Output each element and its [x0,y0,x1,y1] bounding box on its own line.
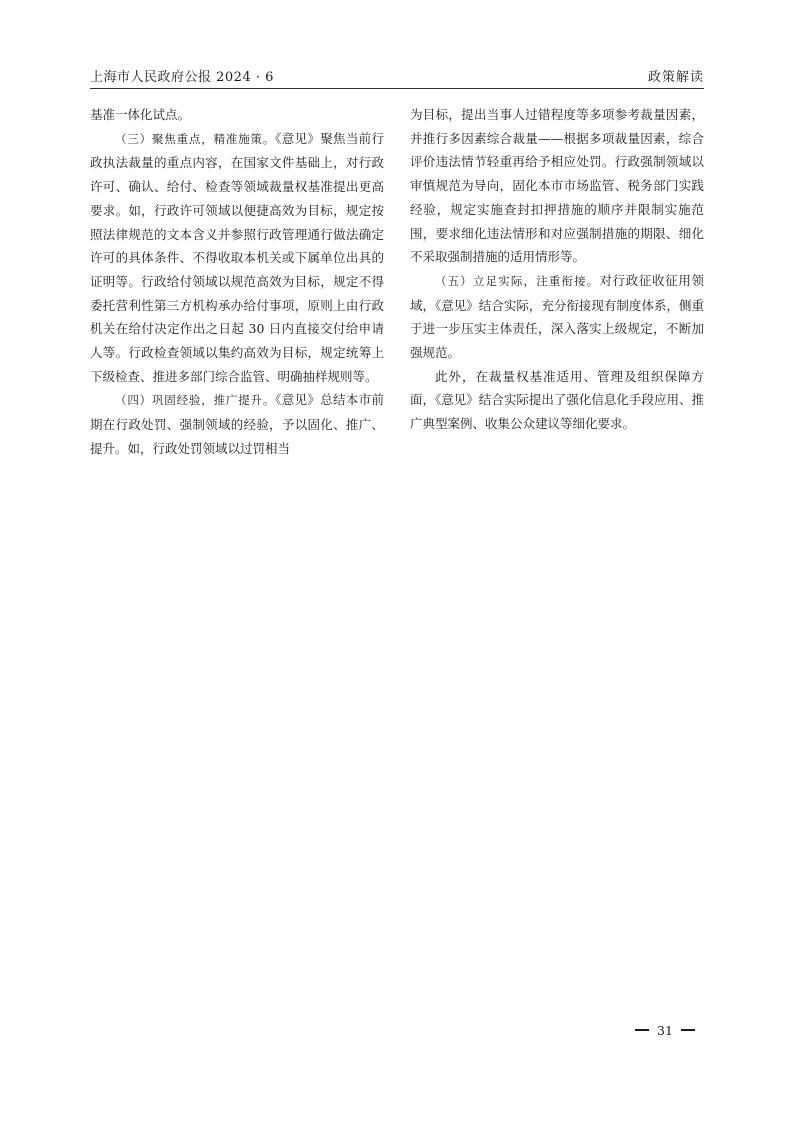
dash-right [681,1029,695,1031]
paragraph-body: 《意见》总结本市前期在行政处罚、强制领域的经验，予以固化、推广、提升。如，行政处罚领域以过罚相当 [90,392,384,456]
dash-left [635,1029,649,1031]
paragraph-heading: （三）聚焦重点，精准施策。 [115,131,276,146]
page-number-value: 31 [657,1022,673,1038]
paragraph-body: 《意见》聚焦当前行政执法裁量的重点内容，在国家文件基础上，对行政许可、确认、给付、检查等领域裁量权基准提出更高要求。如，行政许可领域以便捷高效为目标，规定按照法律规范的文本含义并参照行政管理通行做法确定许可的具体条件、不得收取本机关或下属单位出具的证明等。行政给付领域以规范高效为目标，规定不得委托营利性第三方机构承办给付事项，原则上由行政机关在给付决定作出之日起 30 日内直接交付给申请人等。行政检查领域以集约高效为目标，规定统筹上下级检查、推进多部门综合监管、明确抽样规则等。 [90,130,384,384]
paragraph-practical-connection [410,269,704,365]
page-number [620,1020,710,1040]
paragraph-consolidate-experience [90,388,384,460]
right-column [410,103,704,436]
paragraph-heading: （四）巩固经验，推广提升。 [115,393,276,408]
paragraph-focus-key-points [90,127,384,389]
paragraph-continuation: 基准一体化试点。 [90,107,191,122]
page-header [90,64,704,89]
paragraph-heading: （五）立足实际，注重衔接。 [435,273,600,288]
paragraph-additional-requirements: 此外，在裁量权基准适用、管理及组织保障方面，《意见》结合实际提出了强化信息化手段应用、推广典型案例、收集公众建议等细化要求。 [410,368,704,432]
paragraph-continuation: 为目标，提出当事人过错程度等多项参考裁量因素，并推行多因素综合裁量——根据多项裁量因素，综合评价违法情节轻重再给予相应处罚。行政强制领域以审慎规范为导向，固化本市市场监管、税务部门实践经验，规定实施查封扣押措施的顺序并限制实施范围，要求细化违法情形和对应强制措施的期限、细化不采取强制措施的适用情形等。 [410,107,704,265]
paragraph-body: 对行政征收征用领域，《意见》结合实际，充分衔接现有制度体系，侧重于进一步压实主体责任，深入落实上级规定，不断加强规范。 [410,272,704,361]
left-column [90,103,384,461]
section-title: 政策解读 [647,70,704,85]
publication-title: 上海市人民政府公报 2024 · 6 [90,70,274,85]
